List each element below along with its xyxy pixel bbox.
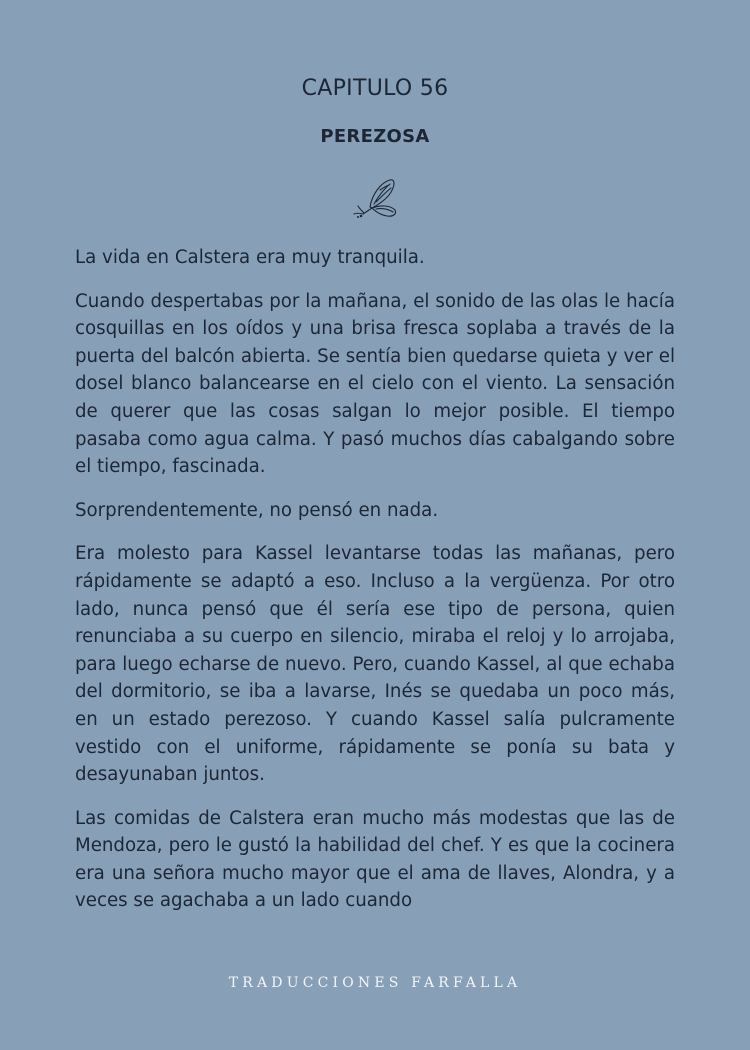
chapter-subtitle: PEREZOSA (320, 126, 430, 147)
chapter-title: CAPITULO 56 (301, 76, 449, 101)
paragraph: Sorprendentemente, no pensó en nada. (75, 499, 439, 521)
paragraph: La vida en Calstera era muy tranquila. (75, 247, 425, 268)
translator-credit: TRADUCCIONES FARFALLA (228, 975, 522, 991)
paragraph: Cuando despertabas por la mañana, el sonido de las olas le hacía cosquillas en los oídos y una brisa fresca soplaba a través de la puerta del balcón abierta. Se sentía bien quedarse quieta y ver el dosel blanco balancearse en el cielo con el viento. La sensación de querer que las cosas salgan lo mejor posible. El tiempo pasaba como agua calma. Y pasó muchos días cabalgando sobre el tiempo, fascinada. (75, 290, 675, 478)
butterfly-icon (350, 177, 398, 219)
paragraph: Las comidas de Calstera eran mucho más modestas que las de Mendoza, pero le gustó la habilidad del chef. Y es que la cocinera era una señora mucho mayor que el ama de llaves, Alondra, y a veces se agachaba a un lado cuando (75, 807, 675, 912)
paragraph: Era molesto para Kassel levantarse todas las mañanas, pero rápidamente se adaptó a eso. Incluso a la vergüenza. Por otro lado, nunca pensó que él sería ese tipo de persona, quien renunciaba a su cuerpo en silencio, miraba el reloj y lo arrojaba, para luego echarse de nuevo. Pero, cuando Kassel, al que echaba del dormitorio, se iba a lavarse, Inés se quedaba un poco más, en un estado perezoso. Y cuando Kassel salía pulcramente vestido con el uniforme, rápidamente se ponía su bata y desayunaban juntos. (75, 543, 675, 786)
chapter-body (75, 244, 675, 931)
